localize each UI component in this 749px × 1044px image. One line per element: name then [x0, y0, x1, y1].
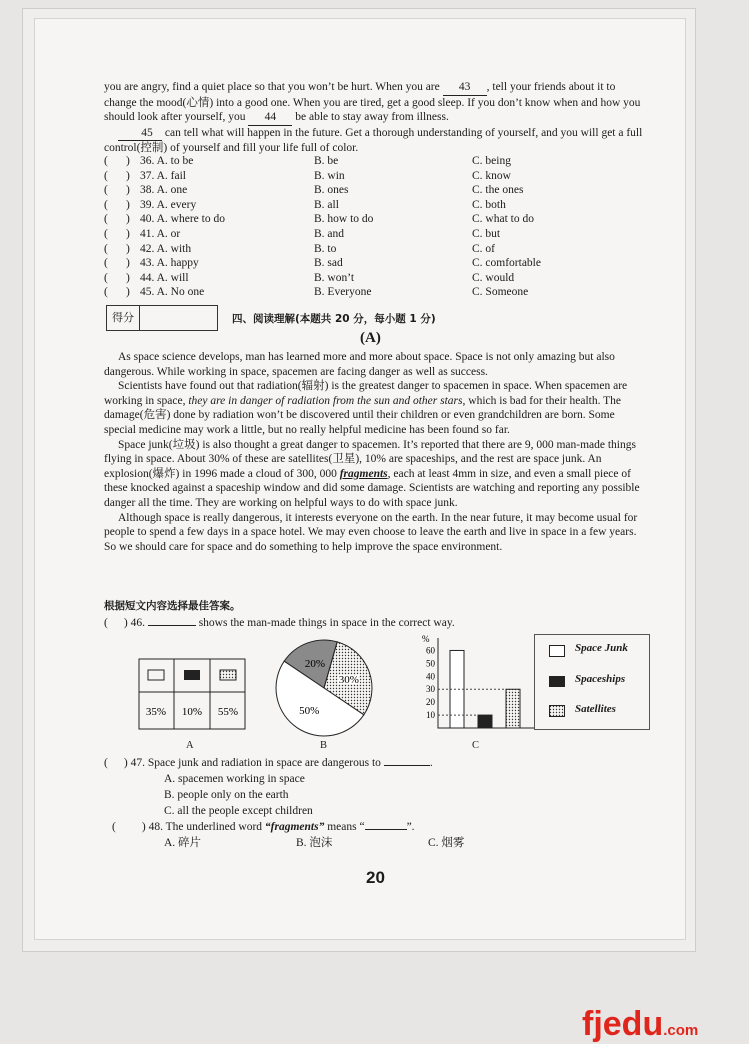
bar-y-tick: 60: [426, 645, 435, 656]
option-b: B. win: [314, 169, 345, 182]
answer-paren-open: (: [104, 184, 108, 197]
passage-text: Scientists have found out that radiation(辐射) is the greatest danger to spacemen in space. When spacemen are working in space,: [104, 380, 628, 407]
legend-junk-swatch: [549, 645, 565, 657]
option-row: [104, 154, 644, 169]
passage-para-1: As space science develops, man has learned more and more about space. Space is not only amazing but also dangerous. While working in space, spacemen are facing danger as well as success.: [104, 351, 615, 378]
question-text: 48. The underlined word: [148, 821, 263, 833]
option-c: C. both: [472, 198, 506, 211]
option-a: 45. A. No one: [140, 286, 205, 299]
cloze-para-1: [104, 80, 644, 126]
option-b: B. ones: [314, 184, 349, 197]
answer-space[interactable]: [109, 285, 123, 299]
question-text: shows the man-made things in space in the correct way.: [198, 617, 455, 629]
option-c: C. but: [472, 227, 501, 240]
cloze-text: be able to stay away from illness.: [295, 111, 449, 124]
answer-paren-open: (: [104, 227, 108, 240]
passage-text: , which is bad for their health. The damage(危害) done by radiation won’t be discovered until their children or even grandchildren are born. Some special medicine may work a little, but no really helpful medicine has been found so far.: [104, 394, 622, 436]
option-a: 39. A. every: [140, 198, 197, 211]
option-c: C. Someone: [472, 286, 529, 299]
bar-space-junk: [450, 650, 464, 728]
option-b: B. all: [314, 198, 339, 211]
answer-paren-close: ): [123, 617, 128, 629]
watermark-logo: [582, 1005, 698, 1044]
bar-y-tick: 50: [426, 658, 435, 669]
option-c: C. would: [472, 271, 515, 284]
option-b: B. and: [314, 227, 345, 240]
watermark-domain: .com: [663, 1022, 699, 1039]
answer-paren-close: ): [126, 257, 130, 270]
option-row: [104, 198, 644, 213]
chart-a-cell-3: 55%: [217, 706, 239, 718]
answer-paren-close: ): [126, 213, 130, 226]
cloze-text: can tell what will happen in the future. Get a thorough understanding of yourself, and you will get a full control(控制) of yourself and fill your life full of color.: [104, 126, 643, 155]
answer-space[interactable]: [109, 183, 123, 197]
option-a: 44. A. will: [140, 271, 189, 284]
pie-label: 30%: [338, 673, 359, 686]
question-end: .: [429, 757, 433, 769]
option-c: C. being: [472, 155, 511, 167]
answer-space[interactable]: [109, 154, 123, 168]
chart-a-grid: [138, 658, 246, 738]
underlined-word: fragments: [339, 467, 388, 480]
q48-option-c: C. 烟雾: [428, 837, 465, 849]
option-a: 43. A. happy: [140, 257, 199, 270]
question-text: means “: [327, 821, 365, 833]
answer-space[interactable]: [109, 198, 123, 212]
passage-italic: they are in danger of radiation from the sun and other stars: [188, 394, 463, 407]
answer-space[interactable]: [109, 227, 123, 241]
legend-satellite-swatch: [549, 705, 565, 717]
answer-paren-close: ): [126, 271, 130, 284]
option-row: [104, 256, 644, 271]
option-b: B. how to do: [314, 213, 374, 226]
cloze-para-2: [104, 126, 644, 156]
bar-satellites: [506, 689, 520, 728]
answer-space[interactable]: [109, 212, 123, 226]
question-number: 46.: [130, 617, 145, 629]
chart-c-bar: [418, 634, 538, 740]
chart-b-label: B: [320, 740, 328, 751]
legend-junk-label: Space Junk: [575, 642, 628, 654]
option-row: [104, 169, 644, 184]
answer-paren-close: ): [126, 227, 130, 240]
answer-paren-open: (: [104, 271, 108, 284]
answer-paren-close: ): [123, 757, 128, 769]
cloze-passage: [104, 80, 644, 156]
option-row: [104, 212, 644, 227]
answer-paren-open: (: [104, 155, 108, 167]
answer-blank: [365, 829, 407, 830]
option-c: C. comfortable: [472, 257, 541, 270]
answer-space[interactable]: [109, 242, 123, 256]
option-b: B. to: [314, 242, 337, 255]
question-text: 47. Space junk and radiation in space are dangerous to: [130, 757, 381, 769]
watermark-main: fjedu: [582, 1005, 664, 1043]
blank-43: 43: [443, 80, 487, 96]
q47-option-c: C. all the people except children: [164, 805, 313, 817]
passage-para-4: Although space is really dangerous, it interests everyone on the earth. In the near future, it may become usual for people to spend a few days in a space hotel. We may even choose to leave the earth and live in space in a few years. So we should care for space and do something to help improve the space environment.: [104, 511, 638, 553]
instruction: 根据短文内容选择最佳答案。: [104, 600, 241, 612]
option-a: 37. A. fail: [140, 169, 186, 182]
options-list: [104, 154, 644, 300]
section-title: 四、阅读理解(本题共 20 分，每小题 1 分): [232, 313, 436, 325]
score-label: 得分: [107, 306, 140, 330]
legend-satellite-label: Satellites: [575, 703, 616, 715]
q47-option-b: B. people only on the earth: [164, 789, 289, 801]
answer-paren-close: ): [126, 184, 130, 197]
option-c: C. the ones: [472, 184, 524, 197]
answer-paren-close: ): [126, 169, 130, 182]
answer-paren-open: (: [104, 242, 108, 255]
option-row: [104, 271, 644, 286]
option-c: C. of: [472, 242, 495, 255]
chart-a-cell-1: 35%: [145, 706, 167, 718]
answer-space[interactable]: [109, 256, 123, 270]
option-b: B. be: [314, 155, 339, 167]
answer-paren-close: ): [126, 155, 130, 167]
answer-paren-open: (: [104, 198, 108, 211]
chart-a-label: A: [186, 740, 194, 751]
answer-paren-open: (: [104, 757, 108, 769]
option-row: [104, 227, 644, 242]
chart-c-label: C: [472, 740, 480, 751]
pie-label: 20%: [304, 658, 326, 671]
pie-label: 50%: [299, 704, 320, 717]
answer-paren-close: ): [126, 198, 130, 211]
answer-space[interactable]: [109, 169, 123, 183]
question-47: [104, 756, 433, 771]
answer-paren-open: (: [104, 213, 108, 226]
chart-b-pie: [272, 636, 378, 740]
option-row: [104, 183, 644, 198]
option-row: [104, 285, 644, 300]
question-48: [112, 820, 415, 835]
answer-paren-close: ): [126, 286, 130, 299]
blank-45: 45: [118, 126, 162, 142]
question-end: ”.: [406, 821, 415, 833]
score-box: [106, 305, 218, 331]
answer-paren-open: (: [104, 169, 108, 182]
part-heading: (A): [360, 330, 381, 346]
bar-y-tick: 30: [426, 684, 435, 695]
answer-paren-open: (: [104, 286, 108, 299]
option-b: B. won’t: [314, 271, 355, 284]
question-46: [104, 616, 455, 631]
junk-swatch: [148, 670, 164, 680]
bar-spaceships: [478, 715, 492, 728]
answer-blank: [148, 625, 196, 626]
option-a: 36. A. to be: [140, 155, 194, 167]
answer-paren-open: (: [112, 821, 116, 833]
page-number: 20: [366, 868, 385, 887]
cloze-text: , tell your friends about it to change the mood(心情) into a good one. When you are tired, get a good sleep. If you don’t know when and how you should look after yourself, you: [104, 81, 641, 124]
answer-paren-close: ): [141, 821, 146, 833]
q48-option-a: A. 碎片: [164, 837, 202, 849]
answer-paren-close: ): [126, 242, 130, 255]
answer-blank: [384, 765, 430, 766]
satellite-swatch: [220, 670, 236, 680]
option-b: B. sad: [314, 257, 343, 270]
option-c: C. know: [472, 169, 511, 182]
option-a: 40. A. where to do: [140, 213, 225, 226]
spaceship-swatch: [184, 670, 200, 680]
chart-legend: [534, 634, 650, 730]
passage-para-3: [104, 438, 644, 511]
option-a: 41. A. or: [140, 227, 181, 240]
answer-space[interactable]: [109, 271, 123, 285]
bar-y-tick: 20: [426, 697, 435, 708]
passage-text: , each at least 4mm in size, and even a small piece of these knocked against a spaceship window and did some damage. Scientists are watching and reporting any possible danger all the time. They are working on helpful ways to do with space junk.: [104, 467, 640, 509]
option-row: [104, 242, 644, 257]
reading-passage: [104, 350, 644, 554]
q48-option-b: B. 泡沫: [296, 837, 333, 849]
legend-spaceship-label: Spaceships: [575, 673, 626, 685]
bar-y-tick: 10: [426, 710, 435, 721]
option-c: C. what to do: [472, 213, 534, 226]
bar-y-label: %: [422, 634, 430, 644]
answer-paren-open: (: [104, 617, 108, 629]
bar-y-tick: 40: [426, 671, 435, 682]
blank-44: 44: [248, 110, 292, 126]
answer-paren-open: (: [104, 257, 108, 270]
q47-option-a: A. spacemen working in space: [164, 773, 305, 785]
passage-para-2: [104, 379, 644, 437]
legend-spaceship-swatch: [549, 676, 565, 687]
option-b: B. Everyone: [314, 286, 372, 299]
option-a: 42. A. with: [140, 242, 192, 255]
option-a: 38. A. one: [140, 184, 188, 197]
passage-text: Space junk(垃圾) is also thought a great danger to spacemen. It’s reported that there are 9, 000 man-made things flying in space. About 30% of these are satellites(卫星), 10% are spaceships, and the rest are space junk. An explosion(爆炸) in 1996 made a cloud of 300, 000: [104, 438, 636, 480]
chart-a-cell-2: 10%: [181, 706, 203, 718]
question-word: “fragments”: [264, 821, 325, 833]
cloze-text: you are angry, find a quiet place so that you won’t be hurt. When you are: [104, 81, 440, 93]
